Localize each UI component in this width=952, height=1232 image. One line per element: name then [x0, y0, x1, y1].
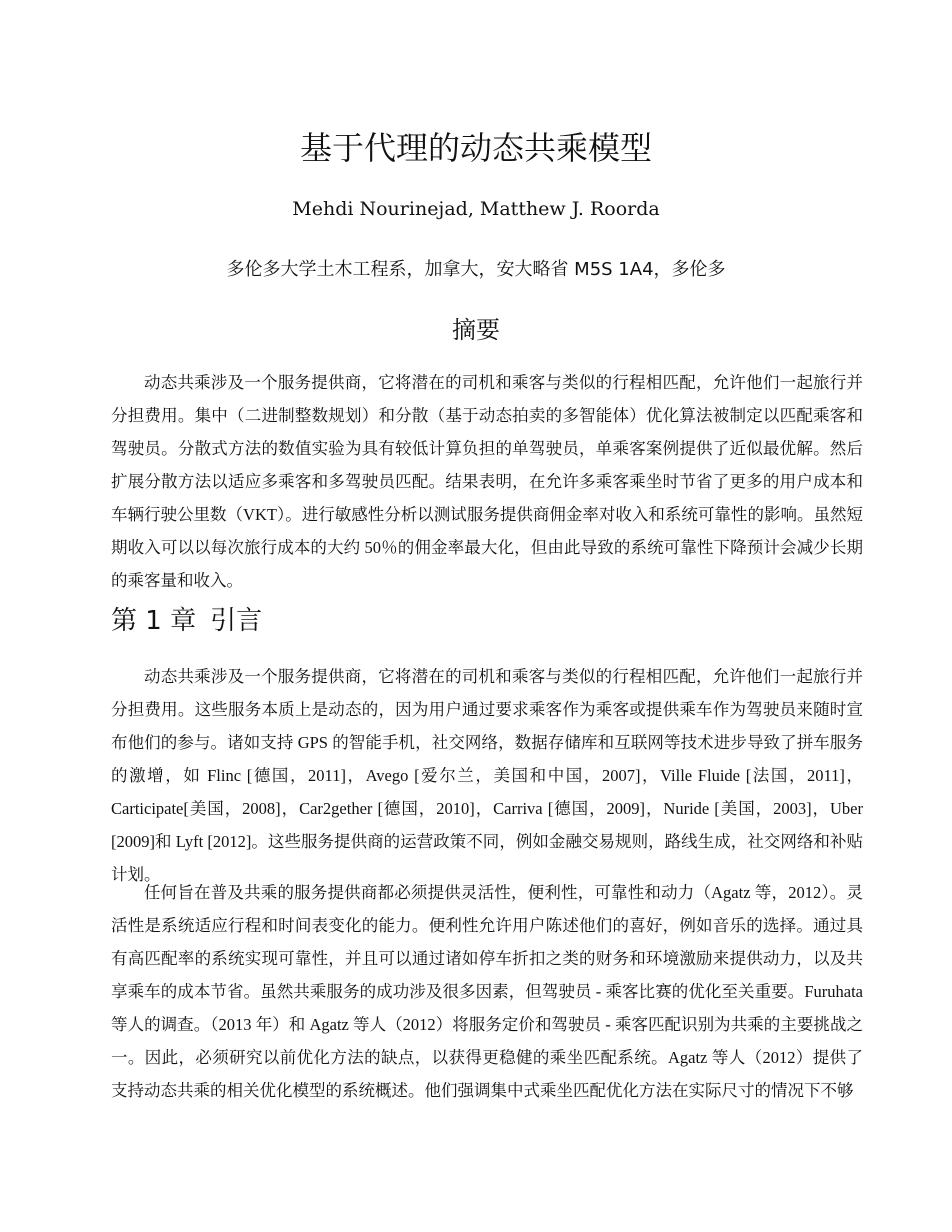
chapter-heading [111, 602, 276, 640]
paper-title: 基于代理的动态共乘模型 [299, 129, 652, 167]
body-paragraph-2: 任何旨在普及共乘的服务提供商都必须提供灵活性，便利性，可靠性和动力（Agatz 等，2012）。灵活性是系统适应行程和时间表变化的能力。便利性允许用户陈述他们的喜好，例如音乐的选择。通过具有高匹配率的系统实现可靠性，并且可以通过诸如停车折扣之类的财务和环境激励来提供动力，以及共享乘车的成本节省。虽然共乘服务的成功涉及很多因素，但驾驶员 - 乘客比赛的优化至关重要。Furuhata 等人的调查。（2013 年）和 Agatz 等人（2012）将服务定价和驾驶员 - 乘客匹配识别为共乘的主要挑战之一。因此，必须研究以前优化方法的缺点，以获得更稳健的乘坐匹配系统。Agatz 等人（2012）提供了支持动态共乘的相关优化模型的系统概述。他们强调集中式乘坐匹配优化方法在实际尺寸的情况下不够 [111, 883, 863, 1100]
abstract-heading: 摘要 [452, 316, 500, 344]
paper-authors: Mehdi Nourinejad, Matthew J. Roorda [292, 198, 660, 220]
chapter-number: 第 1 章 [111, 606, 197, 636]
chapter-title: 引言 [210, 606, 263, 636]
paper-affiliation: 多伦多大学土木工程系，加拿大，安大略省 M5S 1A4，多伦多 [226, 259, 726, 280]
abstract-paragraph: 动态共乘涉及一个服务提供商，它将潜在的司机和乘客与类似的行程相匹配，允许他们一起旅行并分担费用。集中（二进制整数规划）和分散（基于动态拍卖的多智能体）优化算法被制定以匹配乘客和驾驶员。分散式方法的数值实验为具有较低计算负担的单驾驶员，单乘客案例提供了近似最优解。然后扩展分散方法以适应多乘客和多驾驶员匹配。结果表明，在允许多乘客乘坐时节省了更多的用户成本和车辆行驶公里数（VKT）。进行敏感性分析以测试服务提供商佣金率对收入和系统可靠性的影响。虽然短期收入可以以每次旅行成本的大约 50％的佣金率最大化，但由此导致的系统可靠性下降预计会减少长期的乘客量和收入。 [111, 373, 863, 590]
body-paragraph-1: 动态共乘涉及一个服务提供商，它将潜在的司机和乘客与类似的行程相匹配，允许他们一起旅行并分担费用。这些服务本质上是动态的，因为用户通过要求乘客作为乘客或提供乘车作为驾驶员来随时宣布他们的参与。诸如支持 GPS 的智能手机，社交网络，数据存储库和互联网等技术进步导致了拼车服务的激增，如 Flinc [德国，2011]，Avego [爱尔兰，美国和中国，2007]，Ville Fluide [法国，2011]，Carticipate[美国，2008]，Car2gether [德国，2010]，Carriva [德国，2009]，Nuride [美国，2003]，Uber [2009]和 Lyft [2012]。这些服务提供商的运营政策不同，例如金融交易规则，路线生成，社交网络和补贴计划。 [111, 667, 863, 884]
